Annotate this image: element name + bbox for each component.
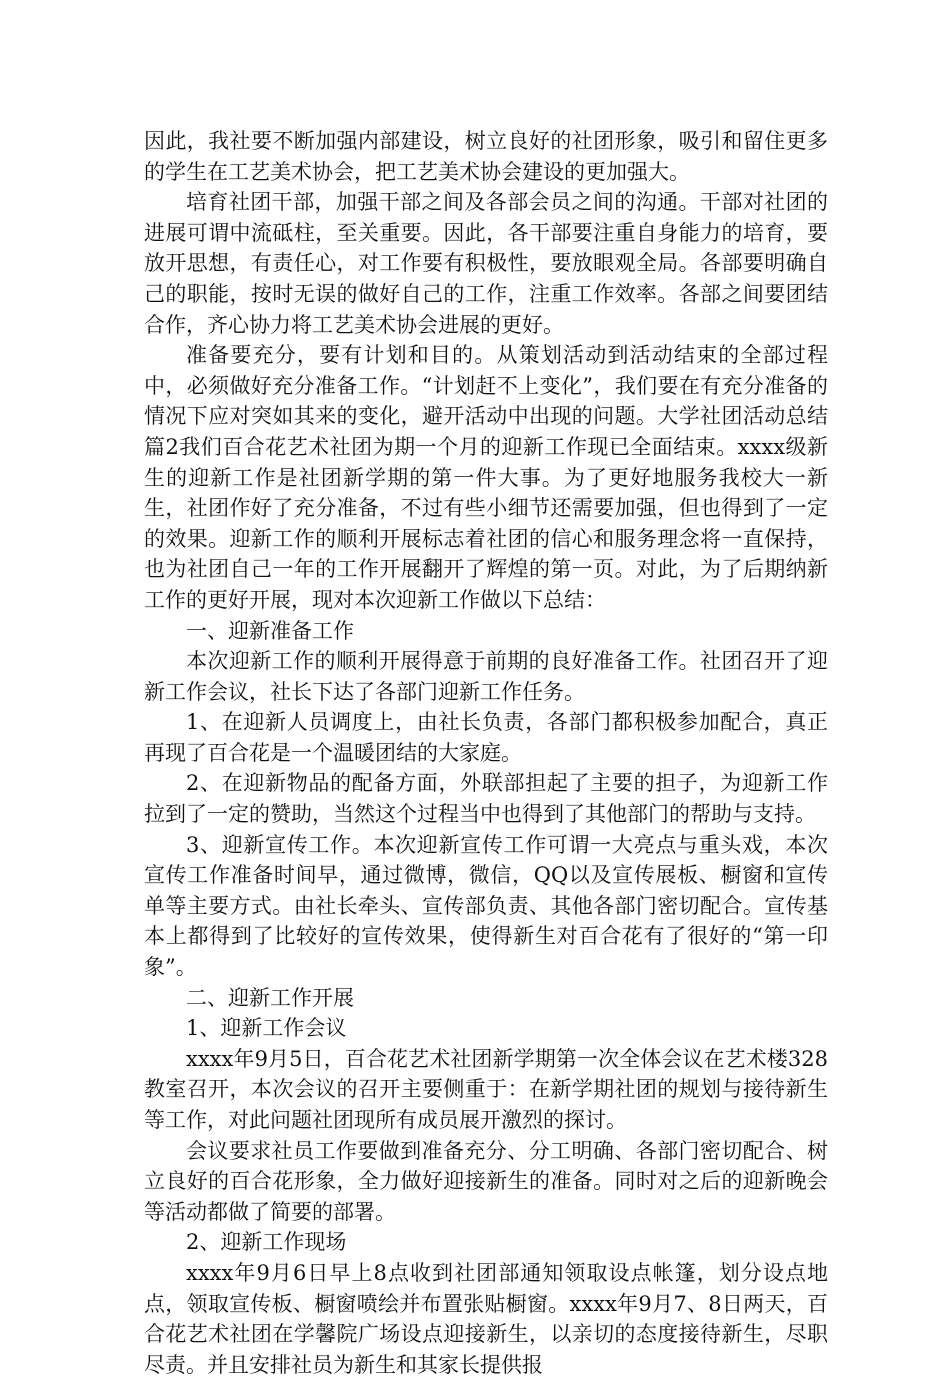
section-heading: 二、迎新工作开展 [186, 985, 354, 1010]
subsection-heading: 2、迎新工作现场 [186, 1230, 347, 1255]
paragraph: xxxx年9月6日早上8点收到社团部通知领取设点帐篷，划分设点地点，领取宣传板、橱窗喷绘并布置张贴橱窗。xxxx年9月7、8日两天，百合花艺术社团在学馨院广场设点迎接新生，以亲切的态度接待新生，尽职尽责。并且安排社员为新生和其家长提供报 [144, 1260, 828, 1377]
paragraph: 准备要充分，要有计划和目的。从策划活动到活动结束的全部过程中，必须做好充分准备工作。“计划赶不上变化”，我们要在有充分准备的情况下应对突如其来的变化，避开活动中出现的问题。大学社团活动总结 篇2我们百合花艺术社团为期一个月的迎新工作现已全面结束。xxxx级新生的迎新工作是社团新学期的第一件大事。为了更好地服务我校大一新生，社团作好了充分准备，不过有些小细节还需要加强，但也得到了一定的效果。迎新工作的顺利开展标志着社团的信心和服务理念将一直保持，也为社团自己一年的工作开展翻开了辉煌的第一页。对此，为了后期纳新工作的更好开展，现对本次迎新工作做以下总结： [144, 343, 828, 612]
paragraph: 因此，我社要不断加强内部建设，树立良好的社团形象，吸引和留住更多的学生在工艺美术协会，把工艺美术协会建设的更加强大。 [144, 129, 828, 184]
list-item: 2、在迎新物品的配备方面，外联部担起了主要的担子，为迎新工作拉到了一定的赞助，当然这个过程当中也得到了其他部门的帮助与支持。 [144, 771, 828, 827]
paragraph: xxxx年9月5日，百合花艺术社团新学期第一次全体会议在艺术楼328教室召开，本次会议的召开主要侧重于：在新学期社团的规划与接待新生等工作，对此问题社团现所有成员展开激烈的探讨。 [144, 1046, 828, 1132]
subsection-heading: 1、迎新工作会议 [186, 1016, 347, 1041]
list-item: 3、迎新宣传工作。本次迎新宣传工作可谓一大亮点与重头戏，本次宣传工作准备时间早，通过微博，微信，QQ以及宣传展板、橱窗和宣传单等主要方式。由社长牵头、宣传部负责、其他各部门密切配合。宣传基本上都得到了比较好的宣传效果，使得新生对百合花有了很好的“第一印象”。 [144, 832, 828, 980]
paragraph: 本次迎新工作的顺利开展得意于前期的良好准备工作。社团召开了迎新工作会议，社长下达了各部门迎新工作任务。 [144, 649, 828, 704]
paragraph: 培育社团干部，加强干部之间及各部会员之间的沟通。干部对社团的进展可谓中流砥柱，至关重要。因此，各干部要注重自身能力的培育，要放开思想，有责任心，对工作要有积极性，要放眼观全局。各部要明确自己的职能，按时无误的做好自己的工作，注重工作效率。各部之间要团结合作，齐心协力将工艺美术协会进展的更好。 [144, 190, 828, 337]
document-page [144, 126, 828, 1380]
section-heading: 一、迎新准备工作 [186, 618, 354, 643]
list-item: 1、在迎新人员调度上，由社长负责，各部门都积极参加配合，真正再现了百合花是一个温暖团结的大家庭。 [144, 710, 828, 765]
paragraph: 会议要求社员工作要做到准备充分、分工明确、各部门密切配合、树立良好的百合花形象，全力做好迎接新生的准备。同时对之后的迎新晚会等活动都做了简要的部署。 [144, 1138, 828, 1224]
